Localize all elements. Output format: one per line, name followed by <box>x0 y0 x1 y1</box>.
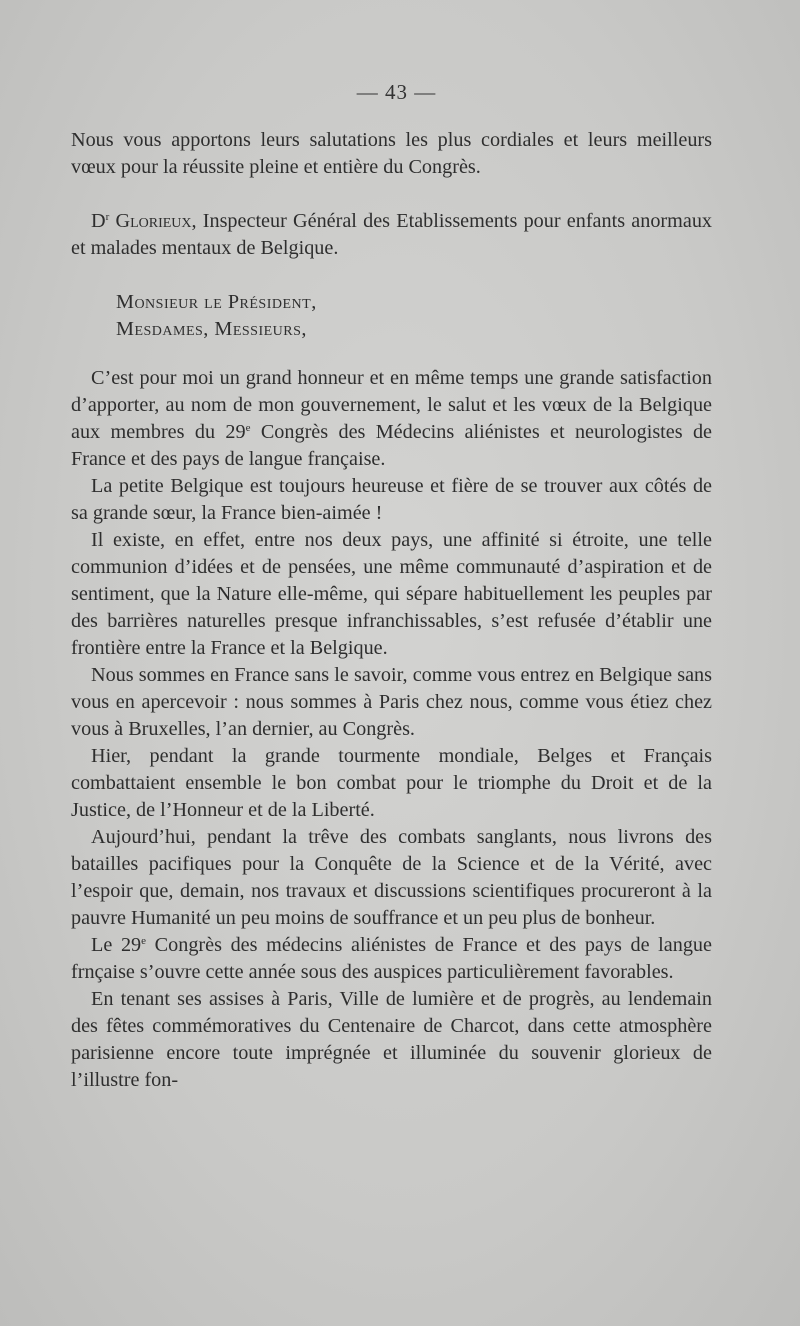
paragraph-aujourdhui: Aujourd’hui, pendant la trêve des combats sanglants, nous livrons des batailles pacifiques pour la Conquête de la Science et de la Vérité, avec l’espoir que, demain, nos travaux et discussions scientifiques procureront à la pauvre Humanité un peu moins de souffrance et un peu plus de bonheur. <box>71 826 712 929</box>
paragraph-sans-le-savoir: Nous sommes en France sans le savoir, comme vous entrez en Belgique sans vous en apercevoir : nous sommes à Paris chez nous, comme vous étiez chez vous à Bruxelles, l’an dernier, au Congrès. <box>71 664 712 740</box>
speaker-heading <box>71 208 712 262</box>
speaker-name: Glorieux, <box>115 210 197 232</box>
speaker-role: Inspecteur Général des Etablissements pour enfants anormaux et malades mentaux de Belgique. <box>71 210 713 259</box>
congress-number: 29 <box>225 421 246 443</box>
paragraph-honneur <box>71 365 712 473</box>
paragraph-congres-start: Le <box>91 934 121 956</box>
paragraph-hier: Hier, pendant la grande tourmente mondiale, Belges et Français combattaient ensemble le bon combat pour le triomphe du Droit et de la Justice, de l’Honneur et de la Liberté. <box>71 745 712 821</box>
paragraph-honneur-text: C’est pour moi un grand honneur et en même temps une grande satisfaction d’apporter, au nom de mon gouvernement, le salut et les vœux de la Belgique aux membres du <box>71 367 712 443</box>
congress-number-2-sup: e <box>141 935 147 947</box>
paragraph-congres <box>71 932 712 986</box>
paragraph-greetings: Nous vous apportons leurs salutations les plus cordiales et leurs meilleurs vœux pour la réussite pleine et entière du Congrès. <box>71 129 712 178</box>
congress-number-2: 29 <box>120 934 142 956</box>
paragraph-congres-rest: Congrès des médecins aliénistes de France et des pays de langue frnçaise s’ouvre cette année sous des auspices particulièrement favorables. <box>71 934 712 983</box>
congress-number-sup: e <box>245 422 251 434</box>
page-number: — 43 — <box>356 80 437 104</box>
speaker-title: D <box>91 210 106 232</box>
salutation-audience: Mesdames, Messieurs, <box>116 318 307 340</box>
salutation-block <box>71 289 712 343</box>
paragraph-affinite: Il existe, en effet, entre nos deux pays, une affinité si étroite, une telle communion d’idées et de pensées, une même communauté d’aspiration et de sentiment, que la Nature elle-même, qui sépare habituellement les peuples par des barrières naturelles presque infranchissables, s’est refusée d’établir une frontière entre la France et la Belgique. <box>71 529 712 659</box>
speaker-title-sup: r <box>105 211 110 223</box>
salutation-president: Monsieur le Président, <box>116 291 317 313</box>
paragraph-petite-belgique: La petite Belgique est toujours heureuse et fière de se trouver aux côtés de sa grande sœur, la France bien-aimée ! <box>71 475 712 524</box>
paragraph-honneur-end: Congrès des Médecins aliénistes et neurologistes de France et des pays de langue française. <box>71 421 713 470</box>
paragraph-paris: En tenant ses assises à Paris, Ville de lumière et de progrès, au lendemain des fêtes commémoratives du Centenaire de Charcot, dans cette atmosphère parisienne encore toute imprégnée et illuminée du souvenir glorieux de l’illustre fon- <box>71 988 712 1091</box>
